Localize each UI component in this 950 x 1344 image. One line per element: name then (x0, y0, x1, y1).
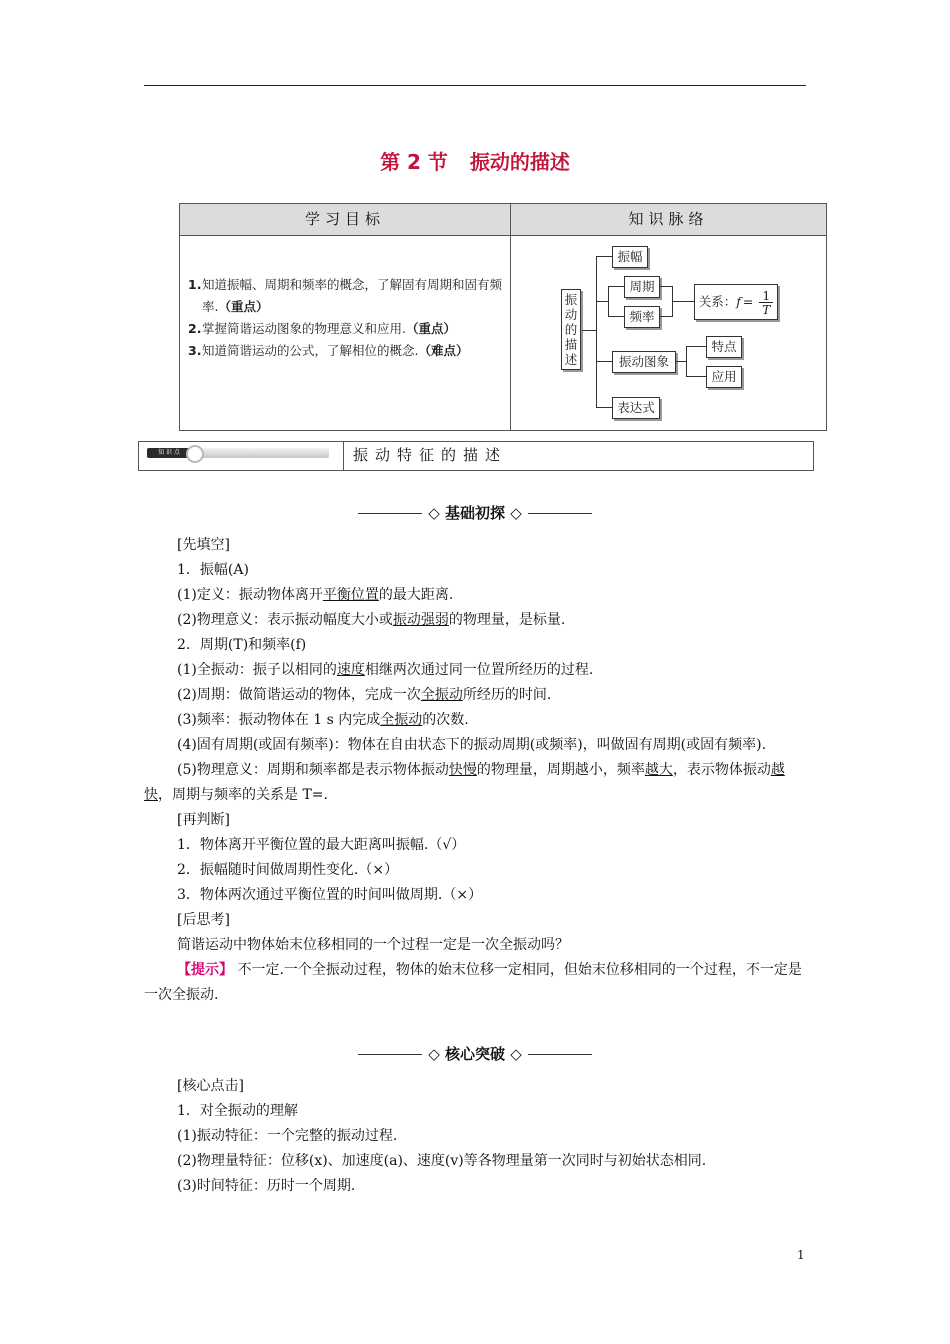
expression-node: 表达式 (612, 397, 660, 419)
goal-item: 3. 知道简谐运动的公式，了解相位的概念.（难点） (188, 343, 469, 358)
period-node: 周期 (624, 276, 660, 298)
graph-node: 振动图象 (612, 351, 676, 373)
header-rule (144, 85, 806, 86)
knowledge-point-badge: 知 识 点 (147, 448, 191, 458)
section-basic: ◇ 基础初探 ◇ (0, 502, 950, 523)
knowledge-mindmap (180, 204, 826, 430)
knowledge-point-title: 振动特征的描述 (353, 446, 508, 464)
amplitude-node: 振幅 (612, 246, 648, 268)
goal-item: 2. 掌握简谐运动图象的物理意义和应用.（重点） (188, 321, 456, 336)
core-content: [核心点击] 1．对全振动的理解 (1)振动特征：一个完整的振动过程. (2)物理量特征：位移(x)、加速度(a)、速度(v)等各物理量第一次同时与初始状态相同. (3)时间特征：历时一个周期. (177, 1078, 707, 1194)
page-title (0, 146, 950, 175)
goal-item: 1. 知道振幅、周期和频率的概念，了解固有周期和固有频率.（重点） (188, 277, 503, 314)
application-node: 应用 (706, 366, 742, 388)
relation-node: 关系：f = $\frac{1}{T}$ (694, 284, 778, 320)
knowledge-map-header: 知识脉络 (511, 204, 826, 236)
feature-node: 特点 (706, 336, 742, 358)
mindmap-root: 振 动 的 描 述 (561, 289, 581, 370)
section-core: ◇ 核心突破 ◇ (0, 1043, 950, 1064)
hint-label: 【提示】 (177, 962, 233, 978)
basic-content: [先填空] 1．振幅(A) (1)定义：振动物体离开平衡位置的最大距离. (2)物理意义：表示振动幅度大小或振动强弱的物理量，是标量. 2．周期(T)和频率(f) (1)全振动：振子以相同的速度相继两次通过同一位置所经历的过程. (2)周期：做简谐运动的物体，完成一次全振动所经历的时间. (3)频率：振动物体在 1 s 内完成全振动的次数. (4)固有周期(或固有频率)：物体在自由状态下的振动周期(或频率)，叫做固有周期(或固有频率). (5)物理意义：周期和频率都是表示物体振动快慢的物理量，周期越小，频率越大，表示物体振动越快，周期与频率的关系是 T=. [再判断] 1．物体离开平衡位置的最大距离叫振幅.（√） 2．振幅随时间做周期性变化.（×） 3．物体两次通过平衡位置的时间叫做周期.（×） [后思考] 简谐运动中物体始末位移相同的一个过程一定是一次全振动吗？ 【提示】 不一定.一个全振动过程，物体的始末位移一定相同，但始末位移相同的一个过程，不一定是一次全振动. (144, 537, 802, 1003)
section-topic: 振动的描述 (469, 150, 570, 174)
knowledge-point-bar (138, 441, 814, 471)
badge-circle-icon (186, 445, 204, 463)
objectives-table (179, 203, 827, 431)
section-number: 第 2 节 (380, 150, 448, 174)
page-number: 1 (797, 1248, 805, 1262)
learning-goals-header: 学习目标 (180, 204, 511, 236)
frequency-node: 频率 (624, 306, 660, 328)
